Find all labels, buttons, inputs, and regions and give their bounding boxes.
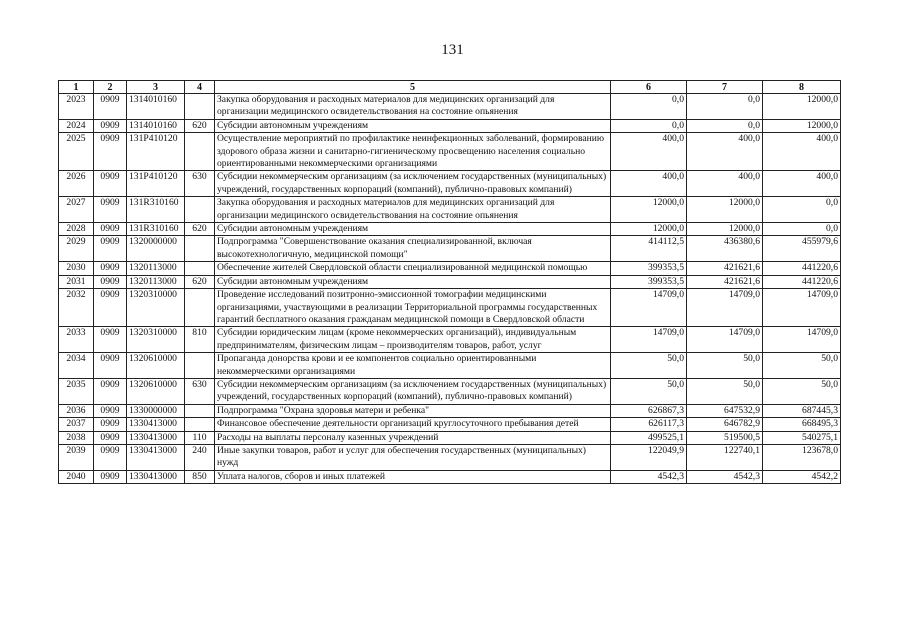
column-header-5: 5: [215, 81, 611, 94]
target-code: 131R310160: [127, 223, 185, 236]
amount-col-8: 14709,0: [763, 289, 841, 327]
amount-col-6: 399353,5: [611, 275, 687, 288]
column-header-1: 1: [59, 81, 94, 94]
page-number: 131: [441, 42, 464, 58]
row-number: 2037: [59, 418, 94, 431]
target-code: 1320113000: [127, 275, 185, 288]
amount-col-6: 414112,5: [611, 236, 687, 262]
column-header-3: 3: [127, 81, 185, 94]
item-name: Подпрограмма "Охрана здоровья матери и ребенка": [215, 404, 611, 417]
section-code: 0909: [94, 197, 127, 223]
row-number: 2039: [59, 444, 94, 470]
target-code: 1330000000: [127, 404, 185, 417]
amount-col-8: 14709,0: [763, 327, 841, 353]
expense-type: [185, 289, 215, 327]
item-name: Финансовое обеспечение деятельности организаций круглосуточного пребывания детей: [215, 418, 611, 431]
amount-col-7: 400,0: [687, 133, 763, 171]
amount-col-7: 50,0: [687, 353, 763, 379]
amount-col-7: 400,0: [687, 171, 763, 197]
target-code: 131R310160: [127, 197, 185, 223]
amount-col-8: 50,0: [763, 378, 841, 404]
amount-col-6: 0,0: [611, 119, 687, 132]
expense-type: 850: [185, 470, 215, 483]
expense-type: [185, 353, 215, 379]
expense-type: 630: [185, 378, 215, 404]
row-number: 2030: [59, 262, 94, 275]
table-body: [59, 94, 841, 484]
section-code: 0909: [94, 418, 127, 431]
row-number: 2023: [59, 94, 94, 120]
target-code: 131P410120: [127, 171, 185, 197]
target-code: 131P410120: [127, 133, 185, 171]
section-code: 0909: [94, 353, 127, 379]
expense-type: [185, 404, 215, 417]
amount-col-7: 14709,0: [687, 289, 763, 327]
amount-col-7: 122740,1: [687, 444, 763, 470]
table-row: [59, 236, 841, 262]
amount-col-8: 4542,2: [763, 470, 841, 483]
table-header-row: [59, 81, 841, 94]
amount-col-6: 499525,1: [611, 431, 687, 444]
amount-col-8: 12000,0: [763, 94, 841, 120]
table-row: [59, 262, 841, 275]
column-header-8: 8: [763, 81, 841, 94]
item-name: Уплата налогов, сборов и иных платежей: [215, 470, 611, 483]
amount-col-6: 122049,9: [611, 444, 687, 470]
table-row: [59, 378, 841, 404]
target-code: 1320310000: [127, 289, 185, 327]
target-code: 1314010160: [127, 119, 185, 132]
row-number: 2038: [59, 431, 94, 444]
expense-type: [185, 94, 215, 120]
section-code: 0909: [94, 94, 127, 120]
section-code: 0909: [94, 444, 127, 470]
amount-col-6: 400,0: [611, 171, 687, 197]
table-row: [59, 444, 841, 470]
section-code: 0909: [94, 262, 127, 275]
target-code: 1320610000: [127, 353, 185, 379]
table-row: [59, 353, 841, 379]
table-row: [59, 275, 841, 288]
target-code: 1320000000: [127, 236, 185, 262]
target-code: 1314010160: [127, 94, 185, 120]
amount-col-8: 0,0: [763, 223, 841, 236]
expense-type: [185, 236, 215, 262]
row-number: 2031: [59, 275, 94, 288]
row-number: 2032: [59, 289, 94, 327]
amount-col-7: 0,0: [687, 94, 763, 120]
amount-col-8: 12000,0: [763, 119, 841, 132]
table-row: [59, 171, 841, 197]
table-row: [59, 94, 841, 120]
table-row: [59, 133, 841, 171]
item-name: Иные закупки товаров, работ и услуг для обеспечения государственных (муниципальных) нужд: [215, 444, 611, 470]
table-row: [59, 289, 841, 327]
table-row: [59, 470, 841, 483]
section-code: 0909: [94, 404, 127, 417]
amount-col-6: 12000,0: [611, 223, 687, 236]
section-code: 0909: [94, 327, 127, 353]
amount-col-8: 400,0: [763, 133, 841, 171]
section-code: 0909: [94, 223, 127, 236]
amount-col-8: 0,0: [763, 197, 841, 223]
item-name: Обеспечение жителей Свердловской области специализированной медицинской помощью: [215, 262, 611, 275]
target-code: 1320310000: [127, 327, 185, 353]
row-number: 2025: [59, 133, 94, 171]
expense-type: 240: [185, 444, 215, 470]
expense-type: [185, 262, 215, 275]
column-header-7: 7: [687, 81, 763, 94]
section-code: 0909: [94, 289, 127, 327]
amount-col-7: 421621,6: [687, 262, 763, 275]
amount-col-6: 0,0: [611, 94, 687, 120]
target-code: 1330413000: [127, 470, 185, 483]
row-number: 2034: [59, 353, 94, 379]
column-header-2: 2: [94, 81, 127, 94]
section-code: 0909: [94, 378, 127, 404]
item-name: Закупка оборудования и расходных материалов для медицинских организаций для организации медицинского освидетельствования на состояние опьянения: [215, 197, 611, 223]
target-code: 1320610000: [127, 378, 185, 404]
amount-col-7: 0,0: [687, 119, 763, 132]
row-number: 2028: [59, 223, 94, 236]
target-code: 1330413000: [127, 444, 185, 470]
amount-col-8: 441220,6: [763, 262, 841, 275]
amount-col-8: 123678,0: [763, 444, 841, 470]
table-row: [59, 119, 841, 132]
item-name: Субсидии автономным учреждениям: [215, 119, 611, 132]
amount-col-8: 455979,6: [763, 236, 841, 262]
row-number: 2040: [59, 470, 94, 483]
amount-col-8: 687445,3: [763, 404, 841, 417]
row-number: 2026: [59, 171, 94, 197]
row-number: 2033: [59, 327, 94, 353]
table-row: [59, 327, 841, 353]
amount-col-6: 400,0: [611, 133, 687, 171]
table-row: [59, 404, 841, 417]
column-header-4: 4: [185, 81, 215, 94]
column-header-6: 6: [611, 81, 687, 94]
amount-col-8: 441220,6: [763, 275, 841, 288]
row-number: 2029: [59, 236, 94, 262]
amount-col-7: 421621,6: [687, 275, 763, 288]
item-name: Субсидии автономным учреждениям: [215, 223, 611, 236]
section-code: 0909: [94, 133, 127, 171]
amount-col-7: 519500,5: [687, 431, 763, 444]
target-code: 1330413000: [127, 418, 185, 431]
item-name: Субсидии некоммерческим организациям (за исключением государственных (муниципальных) учреждений, государственных корпораций (компаний), публично-правовых компаний): [215, 378, 611, 404]
amount-col-6: 12000,0: [611, 197, 687, 223]
amount-col-8: 668495,3: [763, 418, 841, 431]
amount-col-7: 4542,3: [687, 470, 763, 483]
amount-col-7: 436380,6: [687, 236, 763, 262]
expense-type: [185, 197, 215, 223]
row-number: 2035: [59, 378, 94, 404]
section-code: 0909: [94, 236, 127, 262]
item-name: Субсидии юридическим лицам (кроме некоммерческих организаций), индивидуальным предпринимателям, физическим лицам – производителям товаров, работ, услуг: [215, 327, 611, 353]
table-row: [59, 197, 841, 223]
table-row: [59, 418, 841, 431]
item-name: Субсидии некоммерческим организациям (за исключением государственных (муниципальных) учреждений, государственных корпораций (компаний), публично-правовых компаний): [215, 171, 611, 197]
item-name: Осуществление мероприятий по профилактике неинфекционных заболеваний, формированию здорового образа жизни и санитарно-гигиеническому просвещению населения социально ориентированными некоммерческими организациями: [215, 133, 611, 171]
section-code: 0909: [94, 431, 127, 444]
amount-col-7: 12000,0: [687, 197, 763, 223]
amount-col-6: 14709,0: [611, 327, 687, 353]
row-number: 2027: [59, 197, 94, 223]
expense-type: 630: [185, 171, 215, 197]
section-code: 0909: [94, 275, 127, 288]
amount-col-7: 12000,0: [687, 223, 763, 236]
expense-type: 620: [185, 119, 215, 132]
amount-col-7: 14709,0: [687, 327, 763, 353]
amount-col-8: 400,0: [763, 171, 841, 197]
row-number: 2036: [59, 404, 94, 417]
row-number: 2024: [59, 119, 94, 132]
table-row: [59, 431, 841, 444]
table-row: [59, 223, 841, 236]
item-name: Расходы на выплаты персоналу казенных учреждений: [215, 431, 611, 444]
expense-type: [185, 418, 215, 431]
target-code: 1320113000: [127, 262, 185, 275]
expense-type: [185, 133, 215, 171]
amount-col-7: 50,0: [687, 378, 763, 404]
amount-col-6: 50,0: [611, 353, 687, 379]
amount-col-6: 626117,3: [611, 418, 687, 431]
item-name: Подпрограмма "Совершенствование оказания специализированной, включая высокотехнологичную, медицинской помощи": [215, 236, 611, 262]
expense-type: 810: [185, 327, 215, 353]
amount-col-6: 50,0: [611, 378, 687, 404]
item-name: Субсидии автономным учреждениям: [215, 275, 611, 288]
item-name: Закупка оборудования и расходных материалов для медицинских организаций для организации медицинского освидетельствования на состояние опьянения: [215, 94, 611, 120]
expense-type: 620: [185, 275, 215, 288]
item-name: Проведение исследований позитронно-эмиссионной томографии медицинскими организациями, участвующими в реализации Территориальной программы государственных гарантий бесплатного оказания гражданам медицинской помощи в Свердловской области: [215, 289, 611, 327]
amount-col-6: 399353,5: [611, 262, 687, 275]
budget-table: [58, 80, 841, 484]
amount-col-6: 14709,0: [611, 289, 687, 327]
amount-col-8: 50,0: [763, 353, 841, 379]
expense-type: 110: [185, 431, 215, 444]
amount-col-6: 4542,3: [611, 470, 687, 483]
section-code: 0909: [94, 171, 127, 197]
section-code: 0909: [94, 119, 127, 132]
expense-type: 620: [185, 223, 215, 236]
amount-col-7: 646782,9: [687, 418, 763, 431]
amount-col-7: 647532,9: [687, 404, 763, 417]
item-name: Пропаганда донорства крови и ее компонентов социально ориентированными некоммерческими организациями: [215, 353, 611, 379]
section-code: 0909: [94, 470, 127, 483]
target-code: 1330413000: [127, 431, 185, 444]
amount-col-8: 540275,1: [763, 431, 841, 444]
amount-col-6: 626867,3: [611, 404, 687, 417]
